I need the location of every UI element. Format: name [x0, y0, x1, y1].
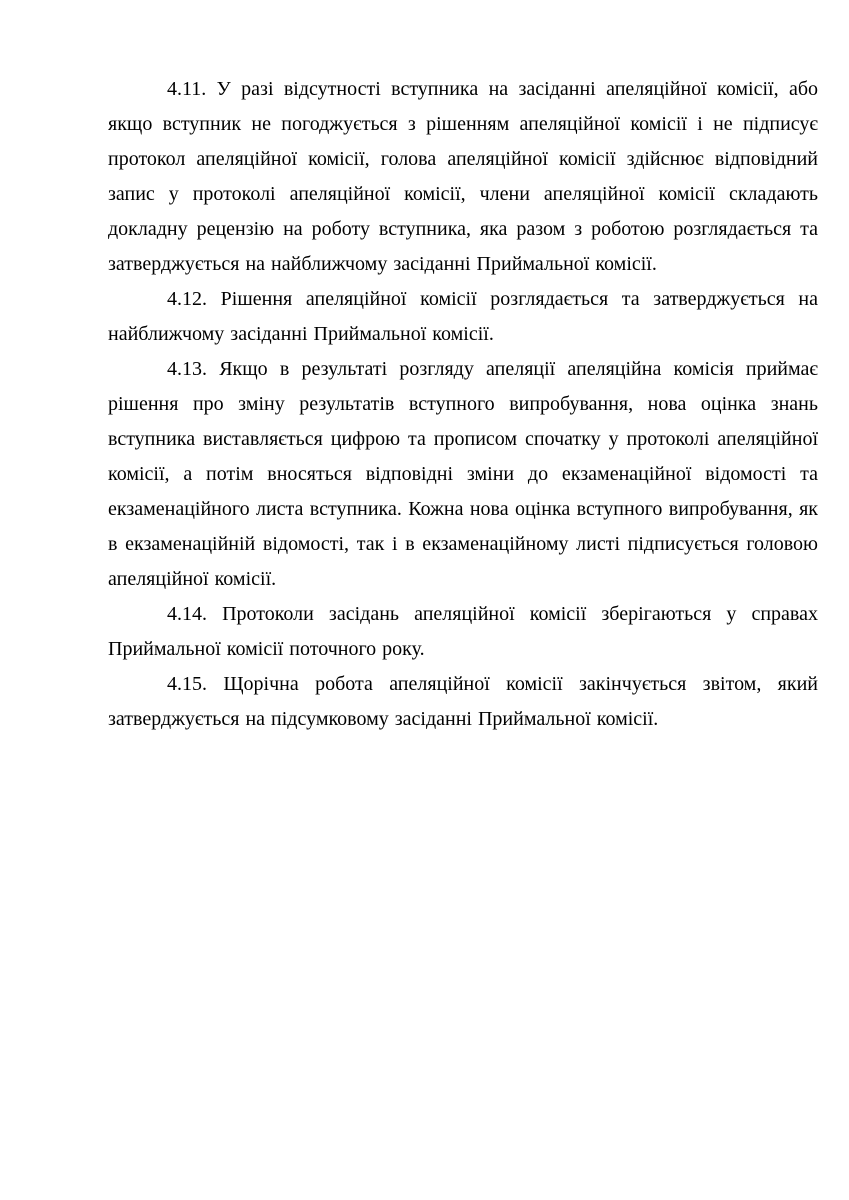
- paragraph-4-12: [108, 282, 818, 352]
- paragraph-4-15: [108, 667, 818, 737]
- paragraph-number: 4.15.: [167, 673, 207, 695]
- paragraph-text: Щорічна робота апеляційної комісії закінчується звітом, який затверджується на підсумковому засіданні Приймальної комісії.: [108, 673, 819, 730]
- paragraph-4-13: [108, 352, 818, 597]
- paragraph-number: 4.12.: [167, 288, 207, 310]
- paragraph-4-14: [108, 597, 818, 667]
- paragraph-text: Якщо в результаті розгляду апеляції апеляційна комісія приймає рішення про зміну результатів вступного випробування, нова оцінка знань вступника виставляється цифрою та прописом спочатку у протоколі апеляційної комісії, а потім вносяться відповідні зміни до екзаменаційної відомості та екзаменаційного листа вступника. Кожна нова оцінка вступного випробування, як в екзаменаційній відомості, так і в екзаменаційному листі підписується головою апеляційної комісії.: [108, 358, 818, 590]
- paragraph-4-11: [108, 72, 818, 282]
- paragraph-text: У разі відсутності вступника на засіданні апеляційної комісії, або якщо вступник не погоджується з рішенням апеляційної комісії і не підписує протокол апеляційної комісії, голова апеляційної комісії здійснює відповідний запис у протоколі апеляційної комісії, члени апеляційної комісії складають докладну рецензію на роботу вступника, яка разом з роботою розглядається та затверджується на найближчому засіданні Приймальної комісії.: [108, 78, 819, 275]
- paragraph-number: 4.11.: [167, 78, 207, 100]
- paragraph-number: 4.14.: [167, 603, 207, 625]
- paragraph-text: Протоколи засідань апеляційної комісії зберігаються у справах Приймальної комісії поточного року.: [108, 603, 818, 660]
- paragraph-number: 4.13.: [167, 358, 207, 380]
- paragraph-text: Рішення апеляційної комісії розглядається та затверджується на найближчому засіданні Приймальної комісії.: [108, 288, 819, 345]
